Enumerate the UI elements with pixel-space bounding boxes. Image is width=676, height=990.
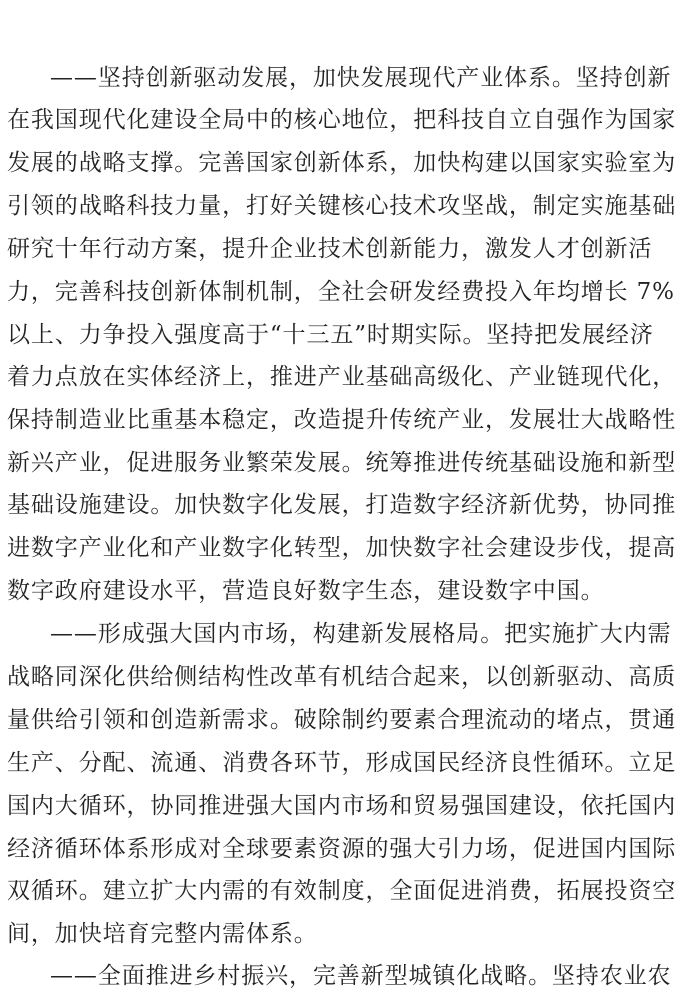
paragraph-line: 研究十年行动方案，提升企业技术创新能力，激发人才创新活 <box>7 236 653 262</box>
paragraph-line: 间，加快培育完整内需体系。 <box>7 921 318 947</box>
paragraph-line: 发展的战略支撑。完善国家创新体系，加快构建以国家实验室为 <box>7 150 676 176</box>
paragraph-line: 基础设施建设。加快数字化发展，打造数字经济新优势，协同推 <box>7 492 676 518</box>
paragraph-line: 在我国现代化建设全局中的核心地位，把科技自立自强作为国家 <box>7 107 676 133</box>
paragraph-line: 量供给引领和创造新需求。破除制约要素合理流动的堵点，贯通 <box>7 707 676 733</box>
paragraph-line: 引领的战略科技力量，打好关键核心技术攻坚战，制定实施基础 <box>7 193 676 219</box>
paragraph-line: 国内大循环，协同推进强大国内市场和贸易强国建设，依托国内 <box>7 793 676 819</box>
paragraph-line: ——坚持创新驱动发展，加快发展现代产业体系。坚持创新 <box>50 65 672 91</box>
paragraph-line: 战略同深化供给侧结构性改革有机结合起来，以创新驱动、高质 <box>7 664 676 690</box>
paragraph-line: ——全面推进乡村振兴，完善新型城镇化战略。坚持农业农 <box>50 963 672 989</box>
paragraph-line: ——形成强大国内市场，构建新发展格局。把实施扩大内需 <box>50 621 672 647</box>
paragraph-line: 生产、分配、流通、消费各环节，形成国民经济良性循环。立足 <box>7 750 676 776</box>
paragraph-line: 着力点放在实体经济上，推进产业基础高级化、产业链现代化， <box>7 364 676 390</box>
paragraph-line: 保持制造业比重基本稳定，改造提升传统产业，发展壮大战略性 <box>7 407 676 433</box>
paragraph-line: 力，完善科技创新体制机制，全社会研发经费投入年均增长 7% <box>7 279 675 305</box>
paragraph-line: 数字政府建设水平，营造良好数字生态，建设数字中国。 <box>7 578 605 604</box>
paragraph-line: 新兴产业，促进服务业繁荣发展。统筹推进传统基础设施和新型 <box>7 450 676 476</box>
paragraph-line: 以上、力争投入强度高于“十三五”时期实际。坚持把发展经济 <box>7 322 654 348</box>
paragraph-line: 经济循环体系形成对全球要素资源的强大引力场，促进国内国际 <box>7 836 676 862</box>
paragraph-line: 双循环。建立扩大内需的有效制度，全面促进消费，拓展投资空 <box>7 878 676 904</box>
paragraph-line: 进数字产业化和产业数字化转型，加快数字社会建设步伐，提高 <box>7 535 676 561</box>
